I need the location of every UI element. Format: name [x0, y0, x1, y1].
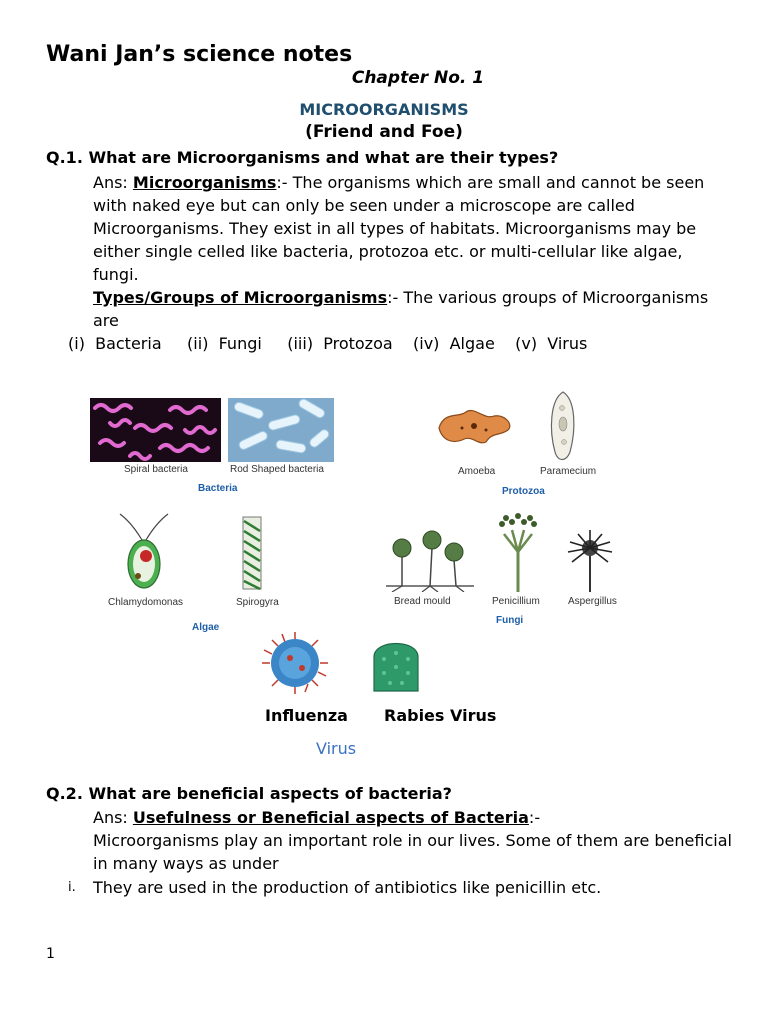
rod-bacteria-drawing: [228, 398, 334, 462]
caption-spiral-bacteria: Spiral bacteria: [124, 464, 188, 475]
spirogyra-drawing: [240, 515, 264, 591]
definition-text: :- The organisms which are small and cannot be seen with naked eye but can only be seen under a microscope are called Microorganisms. They exist in all types of habitats. Microorganisms may be either single celled like bacteria, protozoa etc. or multi-cellular like algae, fungi.: [93, 173, 705, 284]
answer-1-paragraph: [93, 171, 733, 286]
question-2: Q.2. What are beneficial aspects of bacteria?: [46, 784, 452, 803]
group-label-fungi: Fungi: [496, 615, 524, 626]
beneficial-aspects-heading: Usefulness or Beneficial aspects of Bacteria: [132, 808, 529, 827]
rabies-virus-drawing: [370, 633, 422, 695]
chlamydomonas-drawing: [112, 510, 176, 592]
heading-suffix: :-: [528, 808, 541, 827]
types-list: (i) Bacteria (ii) Fungi (iii) Protozoa (iv) Algae (v) Virus: [68, 334, 588, 353]
answer-prefix: Ans:: [93, 808, 133, 827]
answer-2-paragraph: [93, 806, 733, 875]
answer-prefix: Ans:: [93, 173, 133, 192]
question-1: Q.1. What are Microorganisms and what are their types?: [46, 148, 559, 167]
chapter-heading: Chapter No. 1: [351, 68, 485, 88]
group-label-virus: Virus: [316, 739, 357, 758]
paramecium-drawing: [548, 390, 578, 462]
bread-mould-drawing: [382, 530, 478, 592]
group-label-protozoa: Protozoa: [502, 486, 545, 497]
caption-influenza: Influenza: [265, 706, 348, 725]
document-title: Wani Jan’s science notes: [46, 42, 353, 67]
influenza-virus-drawing: [260, 630, 330, 696]
caption-amoeba: Amoeba: [458, 466, 496, 477]
list-item-number: i.: [68, 880, 76, 895]
rod-bacteria-image: [228, 398, 334, 462]
answer-2-intro: Microorganisms play an important role in our lives. Some of them are beneficial in many ways as under: [93, 831, 732, 873]
aspergillus-drawing: [562, 528, 618, 594]
caption-penicillium: Penicillium: [492, 596, 540, 607]
caption-aspergillus: Aspergillus: [568, 596, 617, 607]
spiral-bacteria-drawing: [90, 398, 221, 462]
topic-heading: MICROORGANISMS: [299, 100, 469, 119]
page-number: 1: [46, 946, 55, 962]
caption-spirogyra: Spirogyra: [236, 597, 279, 608]
penicillium-drawing: [490, 512, 546, 594]
types-text: :- The various groups of Microorganisms are: [93, 288, 709, 330]
caption-bread-mould: Bread mould: [394, 596, 451, 607]
group-label-algae: Algae: [192, 622, 220, 633]
types-heading: Types/Groups of Microorganisms: [93, 288, 388, 307]
term-microorganisms: Microorganisms: [132, 173, 277, 192]
types-paragraph: [93, 286, 733, 332]
caption-chlamydomonas: Chlamydomonas: [108, 597, 184, 608]
topic-subtitle: (Friend and Foe): [305, 122, 463, 142]
caption-rod-bacteria: Rod Shaped bacteria: [230, 464, 324, 475]
spiral-bacteria-image: [90, 398, 221, 462]
list-item: They are used in the production of antibiotics like penicillin etc.: [93, 878, 602, 897]
group-label-bacteria: Bacteria: [198, 483, 238, 494]
amoeba-drawing: [434, 406, 516, 446]
caption-rabies-virus: Rabies Virus: [384, 706, 497, 725]
caption-paramecium: Paramecium: [540, 466, 597, 477]
